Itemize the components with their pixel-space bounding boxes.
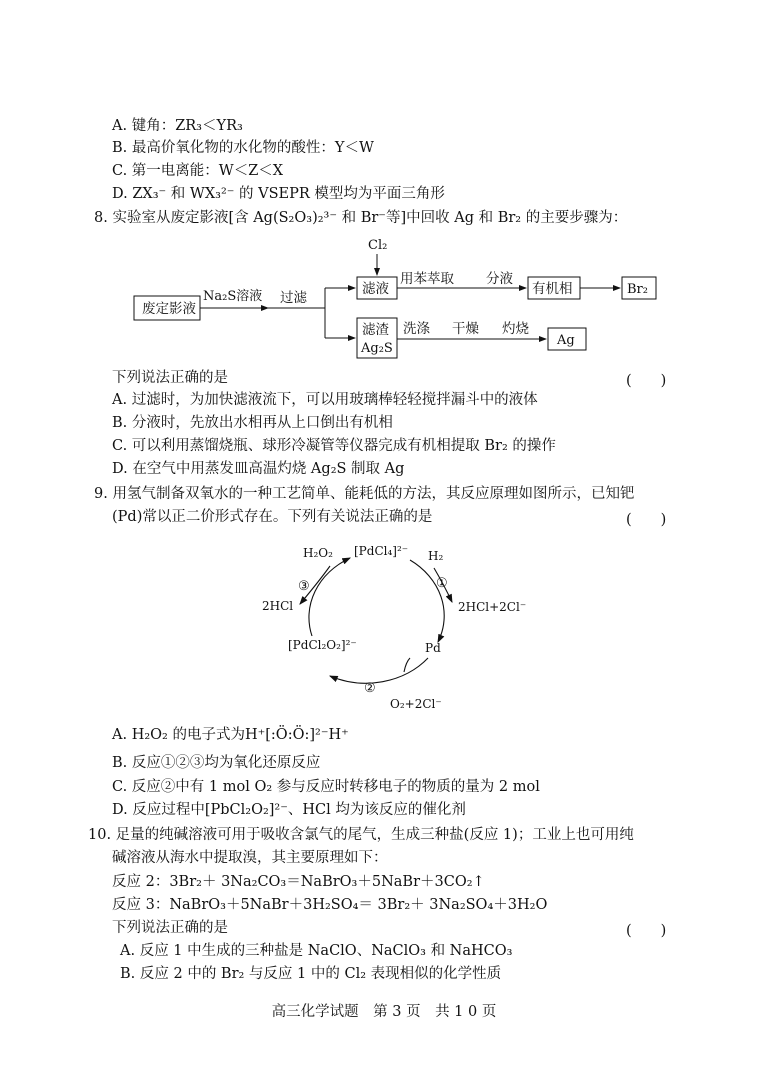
q10-question: 下列说法正确的是: [112, 920, 228, 936]
flow-extract-label: 用苯萃取: [400, 271, 454, 287]
flow-ag-label: Ag: [557, 333, 575, 348]
q10-stem-line1: 10. 足量的纯碱溶液可用于吸收含氯气的尾气，生成三种盐(反应 1)；工业上也可用纯: [88, 827, 634, 843]
q10-answer-paren: ( ): [626, 923, 667, 939]
q10-stem-line2: 碱溶液从海水中提取溴，其主要原理如下：: [112, 850, 388, 866]
q10-reaction3: 反应 3：NaBrO₃＋5NaBr＋3H₂SO₄＝ 3Br₂＋ 3Na₂SO₄＋3H₂O: [112, 897, 548, 913]
flow-start-label: 废定影液: [142, 301, 196, 317]
q8-option-c: C. 可以利用蒸馏烧瓶、球形冷凝管等仪器完成有机相提取 Br₂ 的操作: [112, 438, 556, 454]
q9-stem-line1: 9. 用氢气制备双氧水的一种工艺简单、能耗低的方法，其反应原理如图所示，已知钯: [94, 486, 635, 502]
q8-answer-paren: ( ): [626, 373, 667, 389]
cycle-pdcl4-label: [PdCl₄]²⁻: [354, 544, 409, 558]
q10-option-b: B. 反应 2 中的 Br₂ 与反应 1 中的 Cl₂ 表现相似的化学性质: [120, 966, 502, 982]
q9-option-c: C. 反应②中有 1 mol O₂ 参与反应时转移电子的物质的量为 2 mol: [112, 779, 540, 795]
flow-burn-label: 灼烧: [502, 321, 529, 337]
cycle-out1-label: 2HCl+2Cl⁻: [458, 600, 527, 614]
flow-organic-label: 有机相: [532, 281, 573, 297]
cycle-pdcl2o2-label: [PdCl₂O₂]²⁻: [288, 638, 357, 652]
flow-ag2s-label: Ag₂S: [361, 341, 393, 356]
cycle-hcl-label: 2HCl: [262, 599, 294, 613]
cycle-step3-label: ③: [298, 579, 310, 594]
flow-cl2-label: Cl₂: [368, 238, 388, 253]
q9-answer-paren: ( ): [626, 512, 667, 528]
cycle-step1-label: ①: [436, 576, 448, 591]
flow-wash-label: 洗涤: [403, 321, 430, 337]
cycle-h2o2-label: H₂O₂: [303, 546, 333, 560]
q7-option-c: C. 第一电离能：W＜Z＜X: [112, 163, 284, 179]
cycle-step2-label: ②: [364, 681, 376, 696]
q7-option-d: D. ZX₃⁻ 和 WX₃²⁻ 的 VSEPR 模型均为平面三角形: [112, 186, 445, 202]
q10-option-a: A. 反应 1 中生成的三种盐是 NaClO、NaClO₃ 和 NaHCO₃: [120, 943, 513, 959]
cycle-h2-label: H₂: [428, 549, 444, 563]
q8-option-a: A. 过滤时，为加快滤液流下，可以用玻璃棒轻轻搅拌漏斗中的液体: [112, 392, 538, 408]
flow-filtrate-label: 滤液: [362, 281, 389, 297]
flow-filter-label: 过滤: [280, 290, 307, 306]
q8-option-b: B. 分液时，先放出水相再从上口倒出有机相: [112, 415, 393, 431]
q9-option-d: D. 反应过程中[PbCl₂O₂]²⁻、HCl 均为该反应的催化剂: [112, 802, 466, 818]
flow-dry-label: 干燥: [452, 321, 479, 337]
flow-residue-label: 滤渣: [362, 322, 389, 338]
q7-option-b: B. 最高价氧化物的水化物的酸性：Y＜W: [112, 140, 374, 156]
flow-reagent-label: Na₂S溶液: [203, 289, 263, 304]
cycle-pd-label: Pd: [425, 641, 441, 655]
q7-option-a: A. 键角：ZR₃＜YR₃: [112, 118, 243, 134]
q8-option-d: D. 在空气中用蒸发皿高温灼烧 Ag₂S 制取 Ag: [112, 461, 405, 477]
q9-option-a: [112, 726, 349, 744]
flow-br2-label: Br₂: [627, 282, 648, 297]
q8-stem: 8. 实验室从废定影液[含 Ag(S₂O₃)₂³⁻ 和 Br⁻等]中回收 Ag 和 Br₂ 的主要步骤为：: [94, 210, 628, 226]
q10-reaction2: 反应 2：3Br₂＋ 3Na₂CO₃＝NaBrO₃＋5NaBr＋3CO₂↑: [112, 874, 485, 890]
q9-option-b: B. 反应①②③均为氧化还原反应: [112, 755, 321, 771]
q9-h2o2-formula: H⁺[:Ö:Ö:]²⁻H⁺: [244, 727, 349, 743]
q9-stem-line2: (Pd)常以正二价形式存在。下列有关说法正确的是: [112, 509, 433, 525]
q9-option-a-prefix: A. H₂O₂ 的电子式为: [112, 727, 245, 743]
flow-separate-label: 分液: [486, 271, 513, 287]
cycle-o2-label: O₂+2Cl⁻: [390, 697, 442, 711]
page-footer: 高三化学试题 第 3 页 共 1 0 页: [271, 1004, 497, 1020]
q8-question: 下列说法正确的是: [112, 370, 228, 386]
